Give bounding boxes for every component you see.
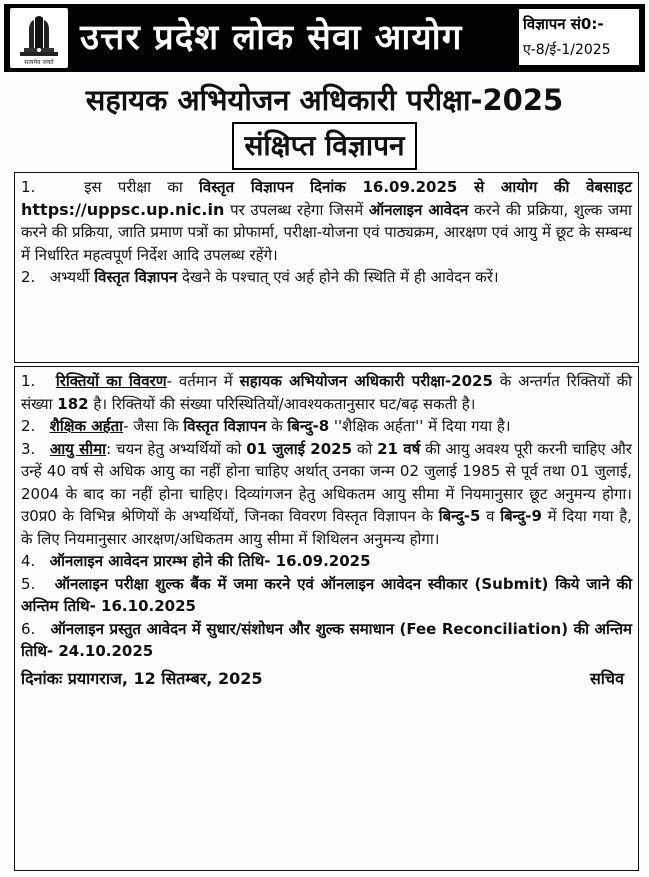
state-emblem-icon: [10, 8, 68, 68]
vacancy-item: 1. रिक्तियों का विवरण- वर्तमान में सहायक अभियोजन अधिकारी परीक्षा-2025 के अन्तर्गत रिक्तियों की संख्या 182 है। रिक्तियों की संख्या परिस्थितियों/आवश्यकतानुसार घट/बढ़ सकती है।: [21, 372, 632, 413]
advertisement-number-box: [517, 7, 641, 67]
age-limit-item: 3. आयु सीमा: चयन हेतु अभ्यर्थियों को 01 जुलाई 2025 को 21 वर्ष की आयु अवश्य पूरी करनी चाहिए और उन्हें 40 वर्ष से अधिक आयु का नहीं होना चाहिए अर्थात् उनका जन्म 02 जुलाई 1985 से पूर्व तथा 01 जुलाई, 2004 के बाद का नहीं होना चाहिए। दिव्यांगजन हेतु अधिकतम आयु सीमा में नियमानुसार छूट अनुमन्य होगा। उ0प्र0 के विभिन्न श्रेणियों के अभ्यर्थियों, जिनका विवरण विस्तृत विज्ञापन के बिन्दु-5 व बिन्दु-9 में दिया गया है, के लिए नियमानुसार आरक्षण/अधिकतम आयु सीमा में शिथिलन अनुमन्य होगा।: [21, 439, 632, 548]
correction-last-date-item: 6. ऑनलाइन प्रस्तुत आवेदन में सुधार/संशोधन और शुल्क समाधान (Fee Reconciliation) की अन्तिम तिथि- 24.10.2025: [21, 619, 632, 660]
intro-para-1: 1. इस परीक्षा का विस्तृत विज्ञापन दिनांक 16.09.2025 से आयोग की वेबसाइट https://uppsc.up.nic.in पर उपलब्ध रहेगा जिसमें ऑनलाइन आवेदन करने की प्रक्रिया, शुल्क जमा करने की प्रक्रिया, जाति प्रमाण पत्रों का प्रोफार्मा, परीक्षा-योजना एवं पाठ्यक्रम, आरक्षण एवं आयु में छूट के सम्बन्ध में निर्धारित महत्वपूर्ण निर्देश आदि उपलब्ध रहेंगे।: [21, 178, 632, 264]
intro-para-2: 2. अभ्यर्थी विस्तृत विज्ञापन देखने के पश्चात् एवं अर्ह होने की स्थिति में ही आवेदन करें।: [21, 268, 499, 286]
exam-title: सहायक अभियोजन अधिकारी परीक्षा-2025: [85, 83, 564, 117]
website-link[interactable]: https://uppsc.up.nic.in: [21, 199, 225, 219]
issue-date: दिनांकः प्रयागराज, 12 सितम्बर, 2025: [21, 668, 263, 688]
header-bar: [4, 4, 645, 72]
footer: [21, 667, 632, 693]
qualification-item: 2. शैक्षिक अर्हता- जैसा कि विस्तृत विज्ञापन के बिन्दु-8 ''शैक्षिक अर्हता'' में दिया गया है।: [21, 417, 511, 435]
ad-number-value: ए-8/ई-1/2025: [523, 42, 611, 58]
ad-number-label: विज्ञापन सं0:-: [523, 15, 604, 33]
intro-box: [14, 172, 639, 363]
fee-last-date-item: 5. ऑनलाइन परीक्षा शुल्क बैंक में जमा करने एवं ऑनलाइन आवेदन स्वीकार (Submit) किये जाने की अन्तिम तिथि- 16.10.2025: [21, 574, 633, 615]
emblem-motto: सत्यमेव जयते: [24, 59, 54, 66]
signatory: सचिव: [589, 668, 624, 688]
details-box: [14, 366, 639, 871]
short-advertisement-heading: संक्षिप्त विज्ञापन: [232, 122, 416, 170]
application-start-item: 4. ऑनलाइन आवेदन प्रारम्भ होने की तिथि- 16.09.2025: [21, 552, 371, 570]
organization-name: उत्तर प्रदेश लोक सेवा आयोग: [80, 18, 463, 58]
